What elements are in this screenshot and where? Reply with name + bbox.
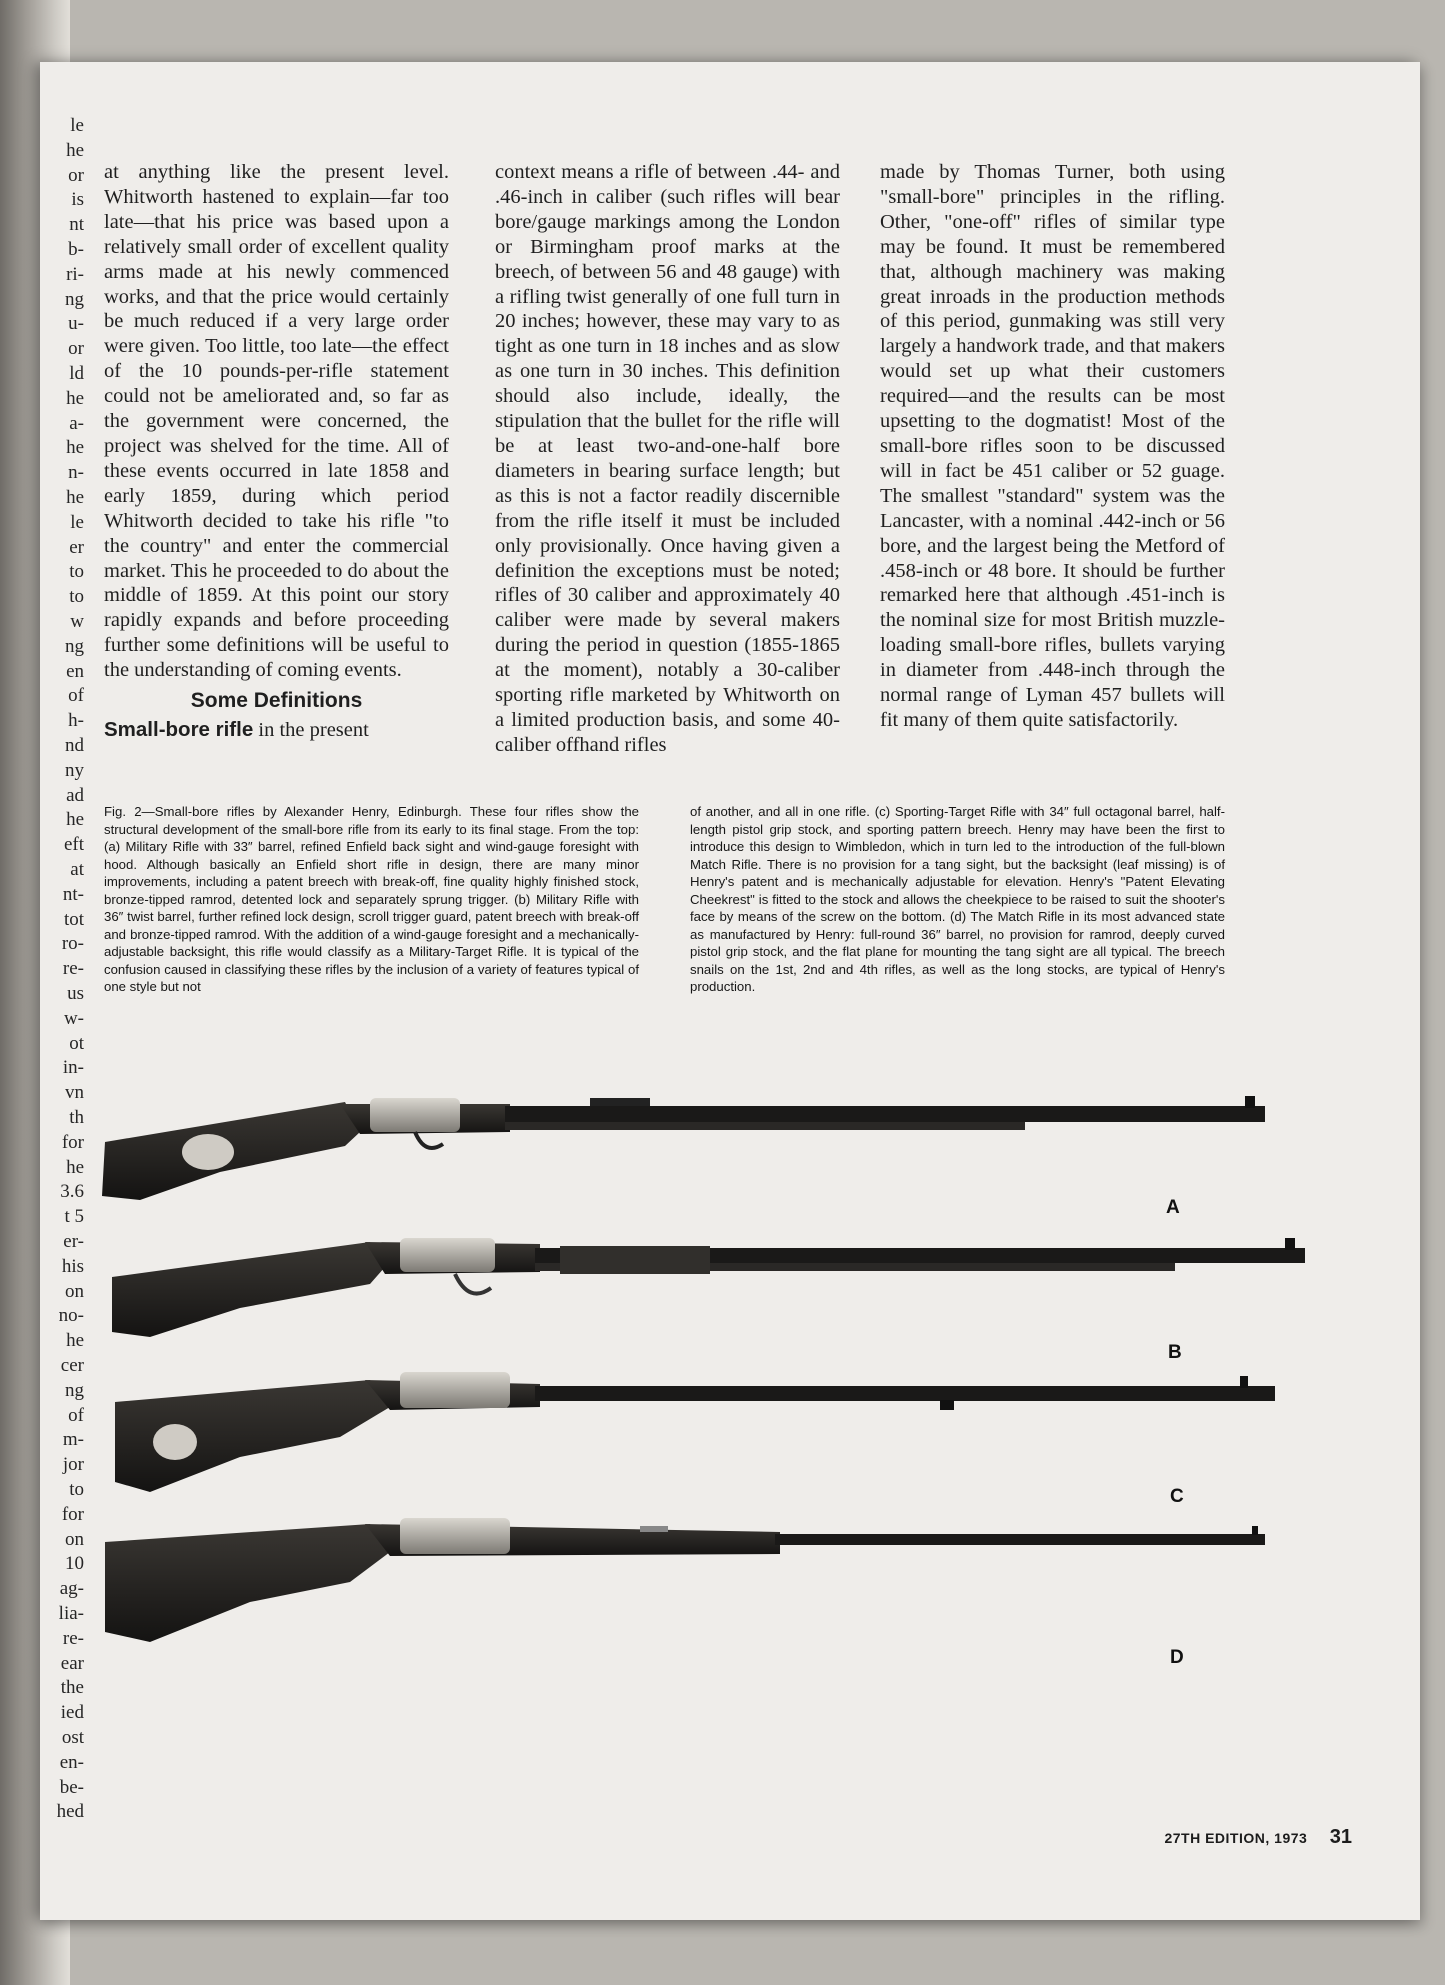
margin-fragment: for	[61, 1131, 84, 1153]
column-1-body: at anything like the present level. Whitworth hastened to explain—far too late—that his price was based upon a relatively small order of excellent quality arms made at his newly commenced works, and that the price would certainly be much reduced if a very large order were given. Too little, too late—the effect of the 10 pounds-per-rifle statement could not be ameliorated and, so far as the government were concerned, the project was shelved for the time. All of these events occurred in late 1858 and early 1859, during which period Whitworth decided to take his rifle "to the country" and enter the commercial market. This he proceeded to do about the middle of 1859. At this point our story rapidly expands and before proceeding further some definitions will be useful to the understanding of coming events.	[104, 161, 449, 682]
margin-fragment: er	[69, 536, 84, 558]
margin-fragment: ng	[65, 1379, 84, 1401]
margin-fragment: eft	[63, 834, 84, 856]
section-heading: Some Definitions	[190, 689, 363, 713]
margin-fragment: on	[65, 1528, 84, 1550]
margin-fragment: he	[66, 1330, 84, 1352]
margin-fragment: ad	[66, 784, 84, 806]
margin-fragment: for	[61, 1503, 84, 1525]
rifle-label-c: C	[1170, 1486, 1184, 1507]
margin-fragment: at	[70, 859, 84, 880]
margin-fragment: the	[60, 1677, 84, 1699]
margin-fragment: en-	[59, 1751, 84, 1773]
text-column-3	[880, 160, 1225, 733]
page-footer	[1164, 1826, 1352, 1849]
margin-fragment: en	[66, 660, 84, 682]
margin-fragment: jor	[62, 1454, 84, 1476]
margin-fragment: a-	[69, 412, 84, 434]
margin-fragment: he	[66, 1156, 84, 1178]
rifle-d	[105, 1518, 1265, 1642]
margin-fragment: to	[69, 586, 84, 608]
margin-fragment: le	[70, 511, 84, 533]
text-column-2	[495, 160, 840, 758]
margin-fragment: ag-	[59, 1578, 84, 1600]
margin-fragment: ri-	[66, 263, 84, 285]
margin-fragment: or	[68, 338, 84, 360]
margin-fragment: us	[67, 983, 84, 1004]
margin-fragment: on	[65, 1280, 84, 1302]
margin-fragment: le	[70, 115, 84, 136]
margin-fragment: of	[68, 1404, 84, 1426]
margin-fragment: m-	[62, 1429, 84, 1451]
column-3-body: made by Thomas Turner, both using "small-bore" principles in the rifling. Other, "one-off" rifles of similar type may be found. It must be remembered that, although machinery was making great inroads in the production methods of this period, gunmaking was still very largely a handwork trade, and that makers would set up what their customers required—and the results can be most upsetting to the dogmatist! Most of the small-bore rifles soon to be discussed will in fact be 451 caliber or 52 guage. The smallest "standard" system was the Lancaster, with a nominal .442-inch or 56 bore, and the largest being the Metford of .458-inch or 48 bore. It should be further remarked here that although .451-inch is the nominal size for most British muzzle-loading small-bore rifles, bullets varying in diameter from .448-inch through the normal range of Lyman 457 bullets will fit many of them quite satisfactorily.	[880, 161, 1225, 731]
margin-fragment: ny	[65, 759, 84, 781]
margin-fragment: re-	[62, 1627, 84, 1649]
margin-fragment: h-	[68, 710, 84, 732]
figure-caption-right: of another, and all in one rifle. (c) Sporting-Target Rifle with 34″ full octagonal barrel, half-length pistol grip stock, and sporting pattern breech. Henry may have been the first to introduce this design to Wimbledon, which in turn led to the introduction of the full-blown Match Rifle. There is no provision for a tang sight, but the backsight (leaf missing) is of Henry's patent and is mechanically adjustable for elevation. Henry's "Patent Elevating Cheekrest" is fitted to the stock and allows the cheekpiece to be raised to suit the shooter's face by means of the screw on the bottom. (d) The Match Rifle in its most advanced state as manufactured by Henry: full-round 36″ barrel, no provision for ramrod, deeply curved pistol grip stock, and the flat plane for mounting the tang sight are all typical. The breech snails on the 1st, 2nd and 4th rifles, as well as the long stocks, are typical of Henry's production.	[690, 804, 1225, 994]
margin-fragment: ng	[65, 288, 84, 310]
margin-fragment: cer	[60, 1355, 84, 1376]
margin-fragment: nt-	[62, 883, 84, 905]
margin-fragment: w-	[63, 1007, 84, 1029]
margin-fragment: he	[66, 437, 84, 459]
margin-fragment: u-	[68, 313, 84, 335]
margin-fragment: to	[69, 561, 84, 583]
edition-label: 27TH EDITION, 1973	[1164, 1830, 1308, 1846]
rifle-label-b: B	[1168, 1342, 1182, 1363]
margin-fragment: t 5	[64, 1206, 84, 1228]
margin-fragment: ld	[69, 363, 84, 384]
margin-fragment: ear	[60, 1652, 84, 1674]
margin-fragment: hed	[56, 1801, 84, 1823]
margin-fragment: his	[61, 1255, 84, 1277]
margin-fragment: vn	[65, 1082, 84, 1104]
margin-fragment: be-	[59, 1776, 84, 1798]
margin-fragment: he	[66, 809, 84, 831]
margin-fragment: he	[66, 139, 84, 161]
column-1-tail: in the present	[253, 718, 369, 741]
rifle-label-d: D	[1170, 1647, 1184, 1668]
page-number: 31	[1329, 1826, 1352, 1848]
margin-fragment: or	[68, 164, 84, 186]
margin-fragment: he	[66, 487, 84, 508]
book-page	[40, 62, 1420, 1920]
rifles-figure	[40, 1062, 1420, 1782]
margin-fragment: in-	[62, 1057, 84, 1079]
margin-fragment: ost	[61, 1727, 84, 1748]
margin-fragment: tot	[63, 908, 84, 930]
margin-fragment: nd	[65, 735, 84, 756]
margin-fragment: ot	[69, 1032, 84, 1054]
margin-fragment: w	[70, 611, 84, 632]
margin-fragment: is	[71, 189, 84, 211]
margin-fragment: 10	[65, 1553, 84, 1575]
margin-fragment: 3.6	[60, 1181, 84, 1203]
margin-fragment: to	[69, 1479, 84, 1500]
margin-fragment: lia-	[58, 1603, 84, 1624]
margin-fragment: b-	[68, 239, 84, 260]
column-2-body: context means a rifle of between .44- and .46-inch in caliber (such rifles will bear bore/gauge markings among the London or Birmingham proof marks at the breech, of between 56 and 48 gauge) with a rifling twist generally of one full turn in 20 inches; however, these may vary to as tight as one turn in 18 inches and as slow as one turn in 30 inches. This definition should also include, ideally, the stipulation that the bullet for the rifle will be at least two-and-one-half bore diameters in bearing surface length; but as this is not a factor readily discernible from the rifle itself it must be included only provisionally. Once having given a definition the exceptions must be noted; rifles of 30 caliber and approximately 40 caliber were made by several makers during the period in question (1855-1865 at the moment), notably a 30-caliber sporting rifle marketed by Whitworth on a limited production basis, and some 40-caliber offhand rifles	[495, 161, 840, 756]
figure-caption-left: Fig. 2—Small-bore rifles by Alexander Henry, Edinburgh. These four rifles show the structural development of the small-bore rifle from its early to its final stage. From the top: (a) Military Rifle with 33″ barrel, refined Enfield back sight and wind-gauge foresight with hood. Although basically an Enfield short rifle in design, there are many minor improvements, including a patent breech with break-off, fine quality highly finished stock, bronze-tipped ramrod, detented lock and separately sprung trigger. (b) Military Rifle with 36″ twist barrel, further refined lock design, scroll trigger guard, patent breech with break-off and bronze-tipped ramrod. With the addition of a wind-gauge foresight and a mechanically-adjustable backsight, this rifle would classify as a Military-Target Rifle. It is typical of the confusion caused in classifying these rifles by the inclusion of a variety of features typical of one style but not	[104, 804, 639, 994]
margin-fragment: nt	[69, 214, 84, 236]
column-1-definition-lead	[104, 718, 449, 743]
margin-fragment: ied	[60, 1702, 84, 1724]
rifle-label-a: A	[1166, 1197, 1180, 1218]
margin-fragment: er-	[63, 1231, 84, 1252]
rifle-c	[115, 1372, 1275, 1492]
margin-fragment: no-	[58, 1305, 84, 1327]
margin-fragment: of	[68, 685, 84, 707]
rifle-a	[102, 1096, 1265, 1200]
term-small-bore-rifle: Small-bore rifle	[104, 717, 254, 741]
margin-fragment: n-	[68, 462, 84, 484]
rifle-b	[112, 1238, 1305, 1337]
margin-fragment: ro-	[61, 933, 84, 955]
text-column-1	[104, 160, 449, 743]
margin-fragment: ng	[65, 635, 84, 657]
margin-fragment: re-	[62, 958, 84, 980]
margin-fragment: th	[69, 1107, 84, 1128]
margin-fragment: he	[66, 387, 84, 409]
